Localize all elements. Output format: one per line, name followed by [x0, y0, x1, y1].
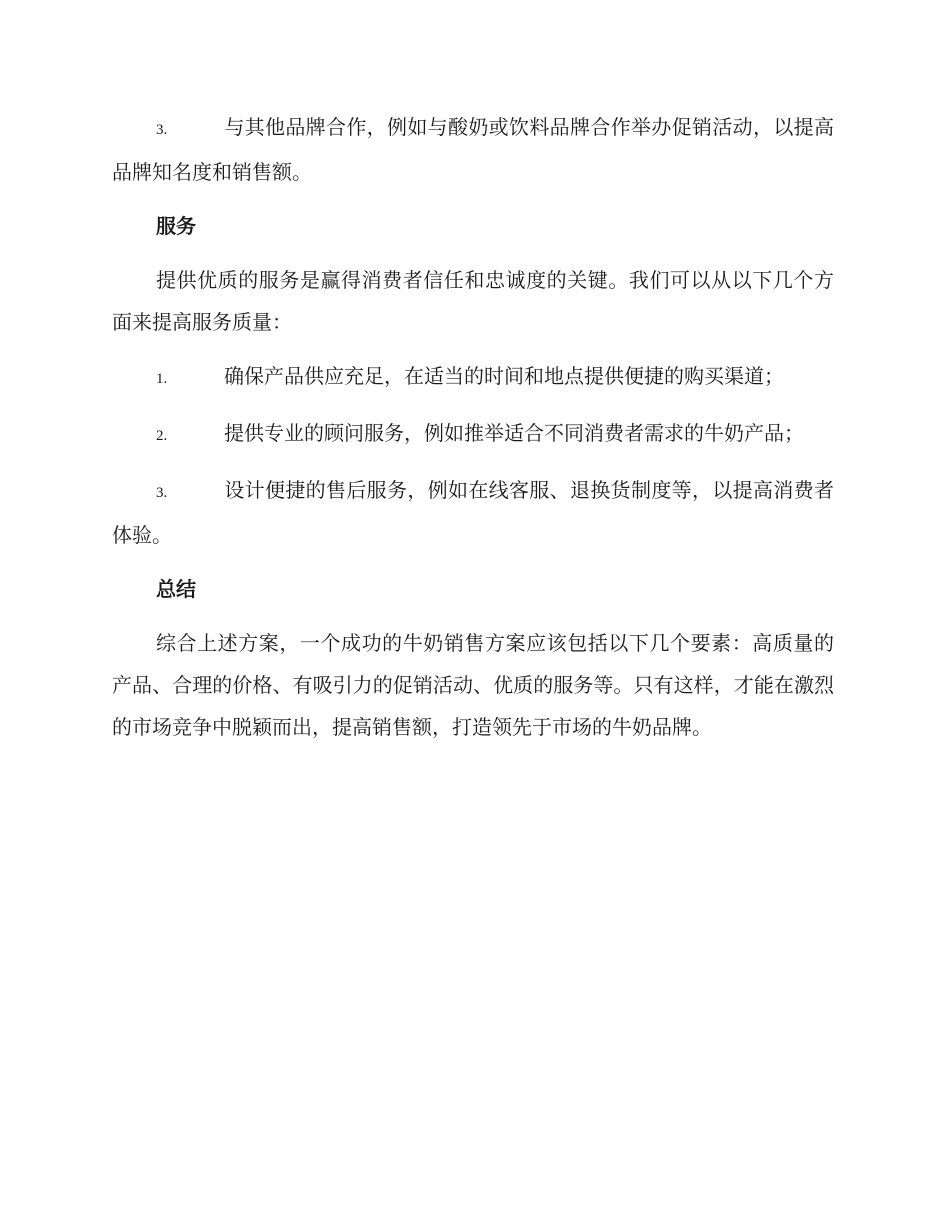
- list-number: 2.: [156, 428, 168, 444]
- list-item: [112, 106, 834, 193]
- list-number: 3.: [156, 122, 168, 138]
- list-text: 设计便捷的售后服务，例如在线客服、退换货制度等，以提高消费者体验。: [112, 478, 834, 547]
- section-heading-service: 服务: [156, 214, 196, 238]
- summary-paragraph: 综合上述方案，一个成功的牛奶销售方案应该包括以下几个要素：高质量的产品、合理的价格、有吸引力的促销活动、优质的服务等。只有这样，才能在激烈的市场竞争中脱颖而出，提高销售额，打造领先于市场的牛奶品牌。: [112, 631, 834, 739]
- list-text: 与其他品牌合作，例如与酸奶或饮料品牌合作举办促销活动，以提高品牌知名度和销售额。: [112, 115, 834, 184]
- section-heading-summary: 总结: [156, 577, 196, 601]
- list-number: 1.: [156, 371, 168, 387]
- list-item: [112, 412, 834, 457]
- document-body: [112, 106, 834, 760]
- list-number: 3.: [156, 485, 168, 501]
- list-text: 提供专业的顾问服务，例如推举适合不同消费者需求的牛奶产品；: [224, 421, 804, 445]
- service-intro-paragraph: 提供优质的服务是赢得消费者信任和忠诚度的关键。我们可以从以下几个方面来提高服务质量：: [112, 268, 834, 334]
- list-item: [112, 469, 834, 556]
- list-item: [112, 355, 834, 400]
- list-text: 确保产品供应充足，在适当的时间和地点提供便捷的购买渠道；: [224, 364, 784, 388]
